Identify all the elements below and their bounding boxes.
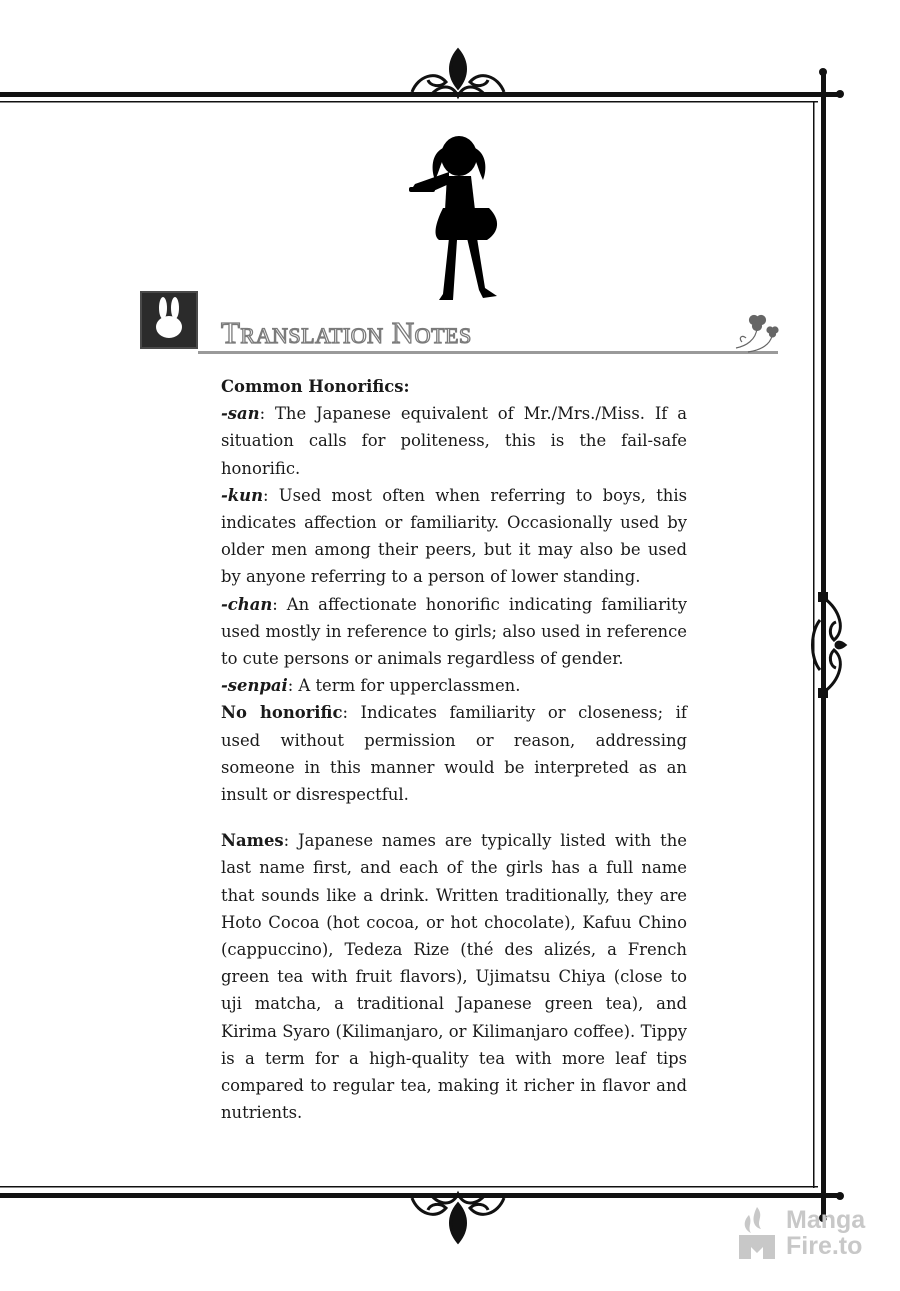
bunny-icon [140,291,198,349]
no-honorific [221,699,687,808]
clover-icon [732,312,782,354]
honorific-term: -chan [221,594,273,614]
honorific-term: -san [221,404,260,424]
no-honorific-term: No honorific [221,703,343,723]
maid-silhouette-icon [405,132,510,304]
watermark-line1: Manga [786,1206,866,1234]
honorific-definition: : Used most often when referring to boys, this indicates affection or familiarity. Occasionally used by older men among their peers, but it may also be used by anyone referring to a person of lower standing. [221,485,687,587]
names-note [221,827,687,1126]
names-term: Names [221,831,284,851]
honorific-kun [221,482,687,591]
honorific-term: -kun [221,485,263,505]
bottom-ornament [412,1194,504,1242]
side-ornament [813,592,846,698]
honorific-chan [221,591,687,673]
heading-underline [198,351,778,354]
honorific-definition: : A term for upperclassmen. [287,676,521,696]
honorific-term: -senpai [221,676,288,696]
honorifics-header: Common Honorifics: [221,377,410,396]
notes-body [221,373,687,1126]
honorific-senpai [221,672,687,699]
top-ornament [412,50,504,96]
no-honorific-definition: : Indicates familiarity or closeness; if used without permission or reason, addressing someone in this manner would be interpreted as an insult or disrespectful. [221,703,687,805]
honorific-definition: : The Japanese equivalent of Mr./Mrs./Miss. If a situation calls for politeness, this is the fail-safe honorific. [221,404,687,478]
honorific-definition: : An affectionate honorific indicating familiarity used mostly in reference to girls; also used in reference to cute persons or animals regardless of gender. [221,594,687,669]
watermark-line2: Fire.to [786,1232,863,1260]
honorific-san [221,400,687,482]
section-title: Translation Notes [221,315,472,350]
names-definition: : Japanese names are typically listed with the last name first, and each of the girls has a full name that sounds like a drink. Written traditionally, they are Hoto Cocoa (hot cocoa, or hot chocolate), Kafuu Chino (cappuccino), Tedeza Rize (thé des alizés, a French green tea with fruit flavors), Ujimatsu Chiya (close to uji matcha, a traditional Japanese green tea), and Kirima Syaro (Kilimanjaro, or Kilimanjaro coffee). Tippy is a term for a high-quality tea with more leaf tips compared to regular tea, making it richer in flavor and nutrients. [221,831,687,1123]
paragraph-gap [221,808,687,827]
